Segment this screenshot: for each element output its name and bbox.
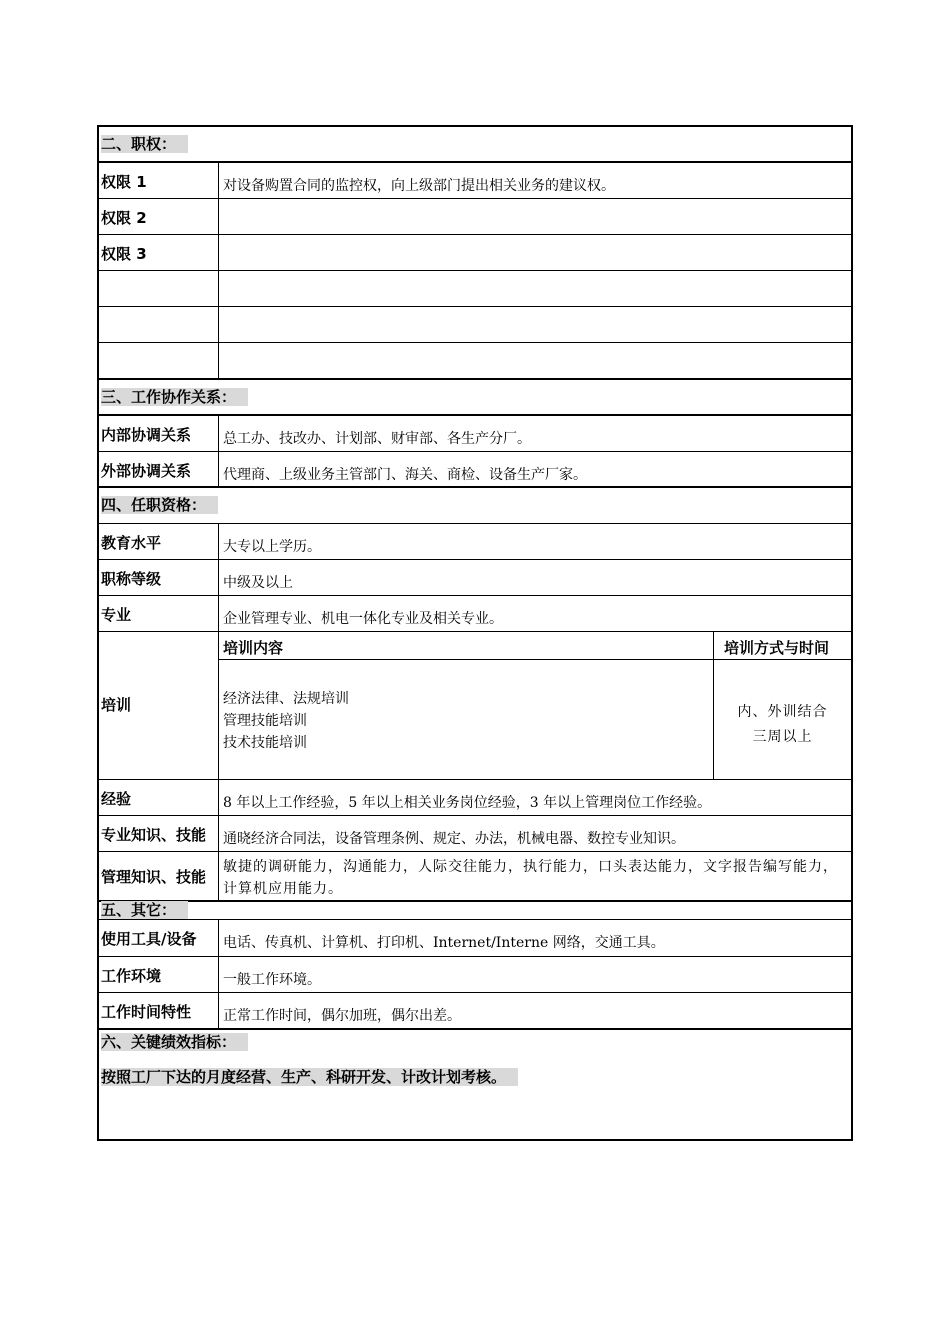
row-label: 权限 3 (99, 235, 219, 270)
training-method-header: 培训方式与时间 (724, 639, 830, 657)
kpi-text: 按照工厂下达的月度经营、生产、科研开发、计改计划考核。 (101, 1068, 518, 1086)
empty-row (99, 343, 851, 380)
row-label: 使用工具/设备 (99, 920, 219, 956)
empty-row (99, 271, 851, 307)
row-value: 通晓经济合同法，设备管理条例、规定、办法，机械电器、数控专业知识。 (223, 831, 685, 847)
training-method (714, 660, 851, 779)
empty-row (99, 307, 851, 343)
section-title: 二、职权： (101, 135, 188, 153)
section-other-header (99, 902, 851, 920)
other-row (99, 993, 851, 1030)
row-label: 经验 (99, 780, 219, 815)
row-value: 企业管理专业、机电一体化专业及相关专业。 (223, 611, 503, 627)
professional-knowledge-row (99, 816, 851, 852)
training-method-line: 内、外训结合 (737, 704, 828, 720)
training-grid (219, 632, 851, 779)
training-item: 经济法律、法规培训 (223, 691, 349, 707)
authority-row (99, 199, 851, 235)
row-value: 电话、传真机、计算机、打印机、Internet/Interne 网络，交通工具。 (223, 935, 665, 951)
section-qualification-header (99, 488, 851, 524)
cooperation-row (99, 416, 851, 452)
training-row (99, 632, 851, 780)
row-label: 职称等级 (99, 560, 219, 595)
row-value: 大专以上学历。 (223, 539, 321, 555)
other-row (99, 957, 851, 993)
row-value: 中级及以上 (223, 575, 293, 591)
row-value: 正常工作时间，偶尔加班，偶尔出差。 (223, 1008, 461, 1024)
row-label: 内部协调关系 (99, 416, 219, 451)
section-authority-header (99, 127, 851, 163)
row-value: 一般工作环境。 (223, 972, 321, 988)
other-row (99, 920, 851, 957)
training-content-header: 培训内容 (219, 632, 714, 659)
training-item: 技术技能培训 (223, 735, 307, 751)
cooperation-row (99, 452, 851, 488)
row-label: 专业 (99, 596, 219, 631)
experience-row (99, 780, 851, 816)
section-title: 四、任职资格： (101, 496, 218, 514)
row-label: 工作环境 (99, 957, 219, 992)
training-content-list (219, 660, 714, 779)
row-value: 敏捷的调研能力，沟通能力，人际交往能力，执行能力，口头表达能力，文字报告编写能力，计算机应用能力。 (223, 859, 838, 897)
kpi-section (99, 1030, 851, 1139)
row-label: 外部协调关系 (99, 452, 219, 486)
row-label: 培训 (99, 632, 219, 779)
management-knowledge-row (99, 852, 851, 902)
row-label: 专业知识、技能 (99, 816, 219, 851)
row-value: 总工办、技改办、计划部、财审部、各生产分厂。 (223, 431, 531, 447)
section-title: 三、工作协作关系： (101, 388, 248, 406)
qualification-row (99, 524, 851, 560)
qualification-row (99, 560, 851, 596)
section-cooperation-header (99, 380, 851, 416)
qualification-row (99, 596, 851, 632)
row-value: 8 年以上工作经验，5 年以上相关业务岗位经验，3 年以上管理岗位工作经验。 (223, 795, 712, 811)
row-label: 工作时间特性 (99, 993, 219, 1028)
row-label: 教育水平 (99, 524, 219, 559)
training-item: 管理技能培训 (223, 713, 307, 729)
row-label: 权限 1 (99, 163, 219, 198)
authority-row (99, 163, 851, 199)
row-label: 权限 2 (99, 199, 219, 234)
row-label: 管理知识、技能 (99, 852, 219, 900)
authority-row (99, 235, 851, 271)
row-value: 对设备购置合同的监控权，向上级部门提出相关业务的建议权。 (223, 178, 615, 194)
job-description-form (97, 125, 853, 1141)
section-title: 五、其它： (101, 901, 188, 919)
training-method-line: 三周以上 (752, 729, 813, 745)
row-value: 代理商、上级业务主管部门、海关、商检、设备生产厂家。 (223, 467, 587, 483)
row-value (219, 199, 851, 234)
row-value (219, 235, 851, 270)
section-title: 六、关键绩效指标： (101, 1033, 248, 1051)
